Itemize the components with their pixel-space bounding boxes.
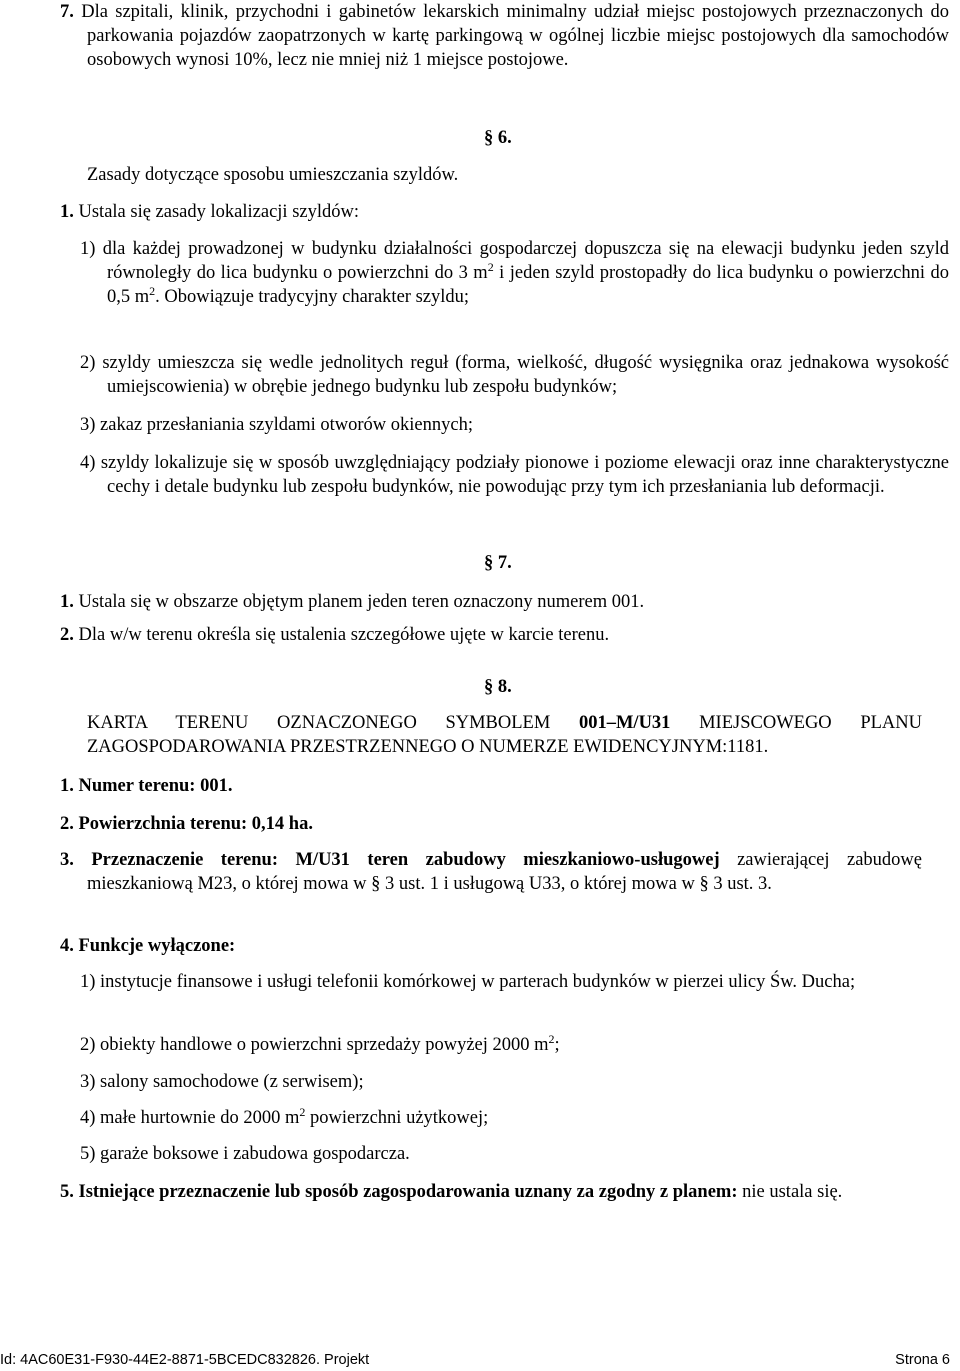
section-7-sign: § 7. <box>484 553 512 573</box>
section-6-item-3: 3) zakaz przesłaniania szyldami otworów okiennych; <box>80 415 473 435</box>
section-8-sign: § 8. <box>484 677 512 697</box>
section-6-item-1: 1) dla każdej prowadzonej w budynku działalności gospodarczej dopuszcza się na elewacji budynku jeden szyld równoległy do lica budynku o powierzchni do 3 $m^2$ i jeden szyld prostopadły do lica budynku o powierzchni do 0,5 $m^2$. Obowiązuje tradycyjny charakter szyldu; <box>80 239 949 307</box>
section-8-item-3: 3. Przeznaczenie terenu: M/U31 teren zabudowy mieszkaniowo-usługowej zawierającej zabudowę mieszkaniową M23, o której mowa w § 3 ust. 1 i usługową U33, o której mowa w § 3 ust. 3. <box>60 850 922 894</box>
section-6-heading: Zasady dotyczące sposobu umieszczania szyldów. <box>87 165 459 185</box>
section-6-point-1 <box>60 200 359 224</box>
paragraph-text: Dla szpitali, klinik, przychodni i gabinetów lekarskich minimalny udział miejsc postojowych przeznaczonych do parkowania pojazdów zaopatrzonych w kartę parkingową w ogólnej liczbie miejsc postojowych dla samochodów osobowych wynosi 10%, lecz nie mniej niż 1 miejsce postojowe. <box>81 2 949 70</box>
paragraph-7-intro <box>60 0 949 72</box>
excluded-function-2: 2) obiekty handlowe o powierzchni sprzedaży powyżej 2000 $m^2$; <box>80 1032 560 1055</box>
section-7-point-1: 1. Ustala się w obszarze objętym planem jeden teren oznaczony numerem 001. <box>60 592 645 612</box>
section-8-title: KARTA TERENU OZNACZONEGO SYMBOLEM 001–M/U31 MIEJSCOWEGO PLANU ZAGOSPODAROWANIA PRZESTRZENNEGO O NUMERZE EWIDENCYJNYM:1181. <box>87 713 922 757</box>
section-6-item-2: 2) szyldy umieszcza się wedle jednolitych reguł (forma, wielkość, długość wysięgnika oraz jednakowa wysokość umiejscowienia) w obrębie jednego budynku lub zespołu budynków; <box>80 353 949 397</box>
excluded-function-3: 3) salony samochodowe (z serwisem); <box>80 1072 364 1092</box>
point-number: 1. <box>60 202 74 222</box>
excluded-function-1: 1) instytucje finansowe i usługi telefonii komórkowej w parterach budynków w pierzei ulicy Św. Ducha; <box>80 972 856 992</box>
excluded-function-5: 5) garaże boksowe i zabudowa gospodarcza. <box>80 1144 410 1164</box>
section-7-point-2: 2. Dla w/w terenu określa się ustalenia szczegółowe ujęte w karcie terenu. <box>60 625 610 645</box>
section-6-sign: § 6. <box>484 128 512 148</box>
section-8-item-5: 5. Istniejące przeznaczenie lub sposób zagospodarowania uznany za zgodny z planem: nie ustala się. <box>60 1182 843 1202</box>
point-text: Ustala się zasady lokalizacji szyldów: <box>78 202 359 222</box>
paragraph-number: 7. <box>60 2 74 22</box>
section-8-item-1: 1. Numer terenu: 001. <box>60 776 233 796</box>
footer-document-id: Id: 4AC60E31-F930-44E2-8871-5BCEDC832826. Projekt <box>0 1352 370 1368</box>
excluded-function-4: 4) małe hurtownie do 2000 $m^2$ powierzchni użytkowej; <box>80 1105 489 1128</box>
section-8-item-4: 4. Funkcje wyłączone: <box>60 936 236 956</box>
footer-page-number: Strona 6 <box>895 1352 950 1368</box>
section-8-item-2: 2. Powierzchnia terenu: 0,14 ha. <box>60 814 313 834</box>
section-6-item-4: 4) szyldy lokalizuje się w sposób uwzględniający podziały pionowe i poziome elewacji oraz inne charakterystyczne cechy i detale budynku lub zespołu budynków, nie powodując przy tym ich przesłaniania lub deformacji. <box>80 453 949 497</box>
